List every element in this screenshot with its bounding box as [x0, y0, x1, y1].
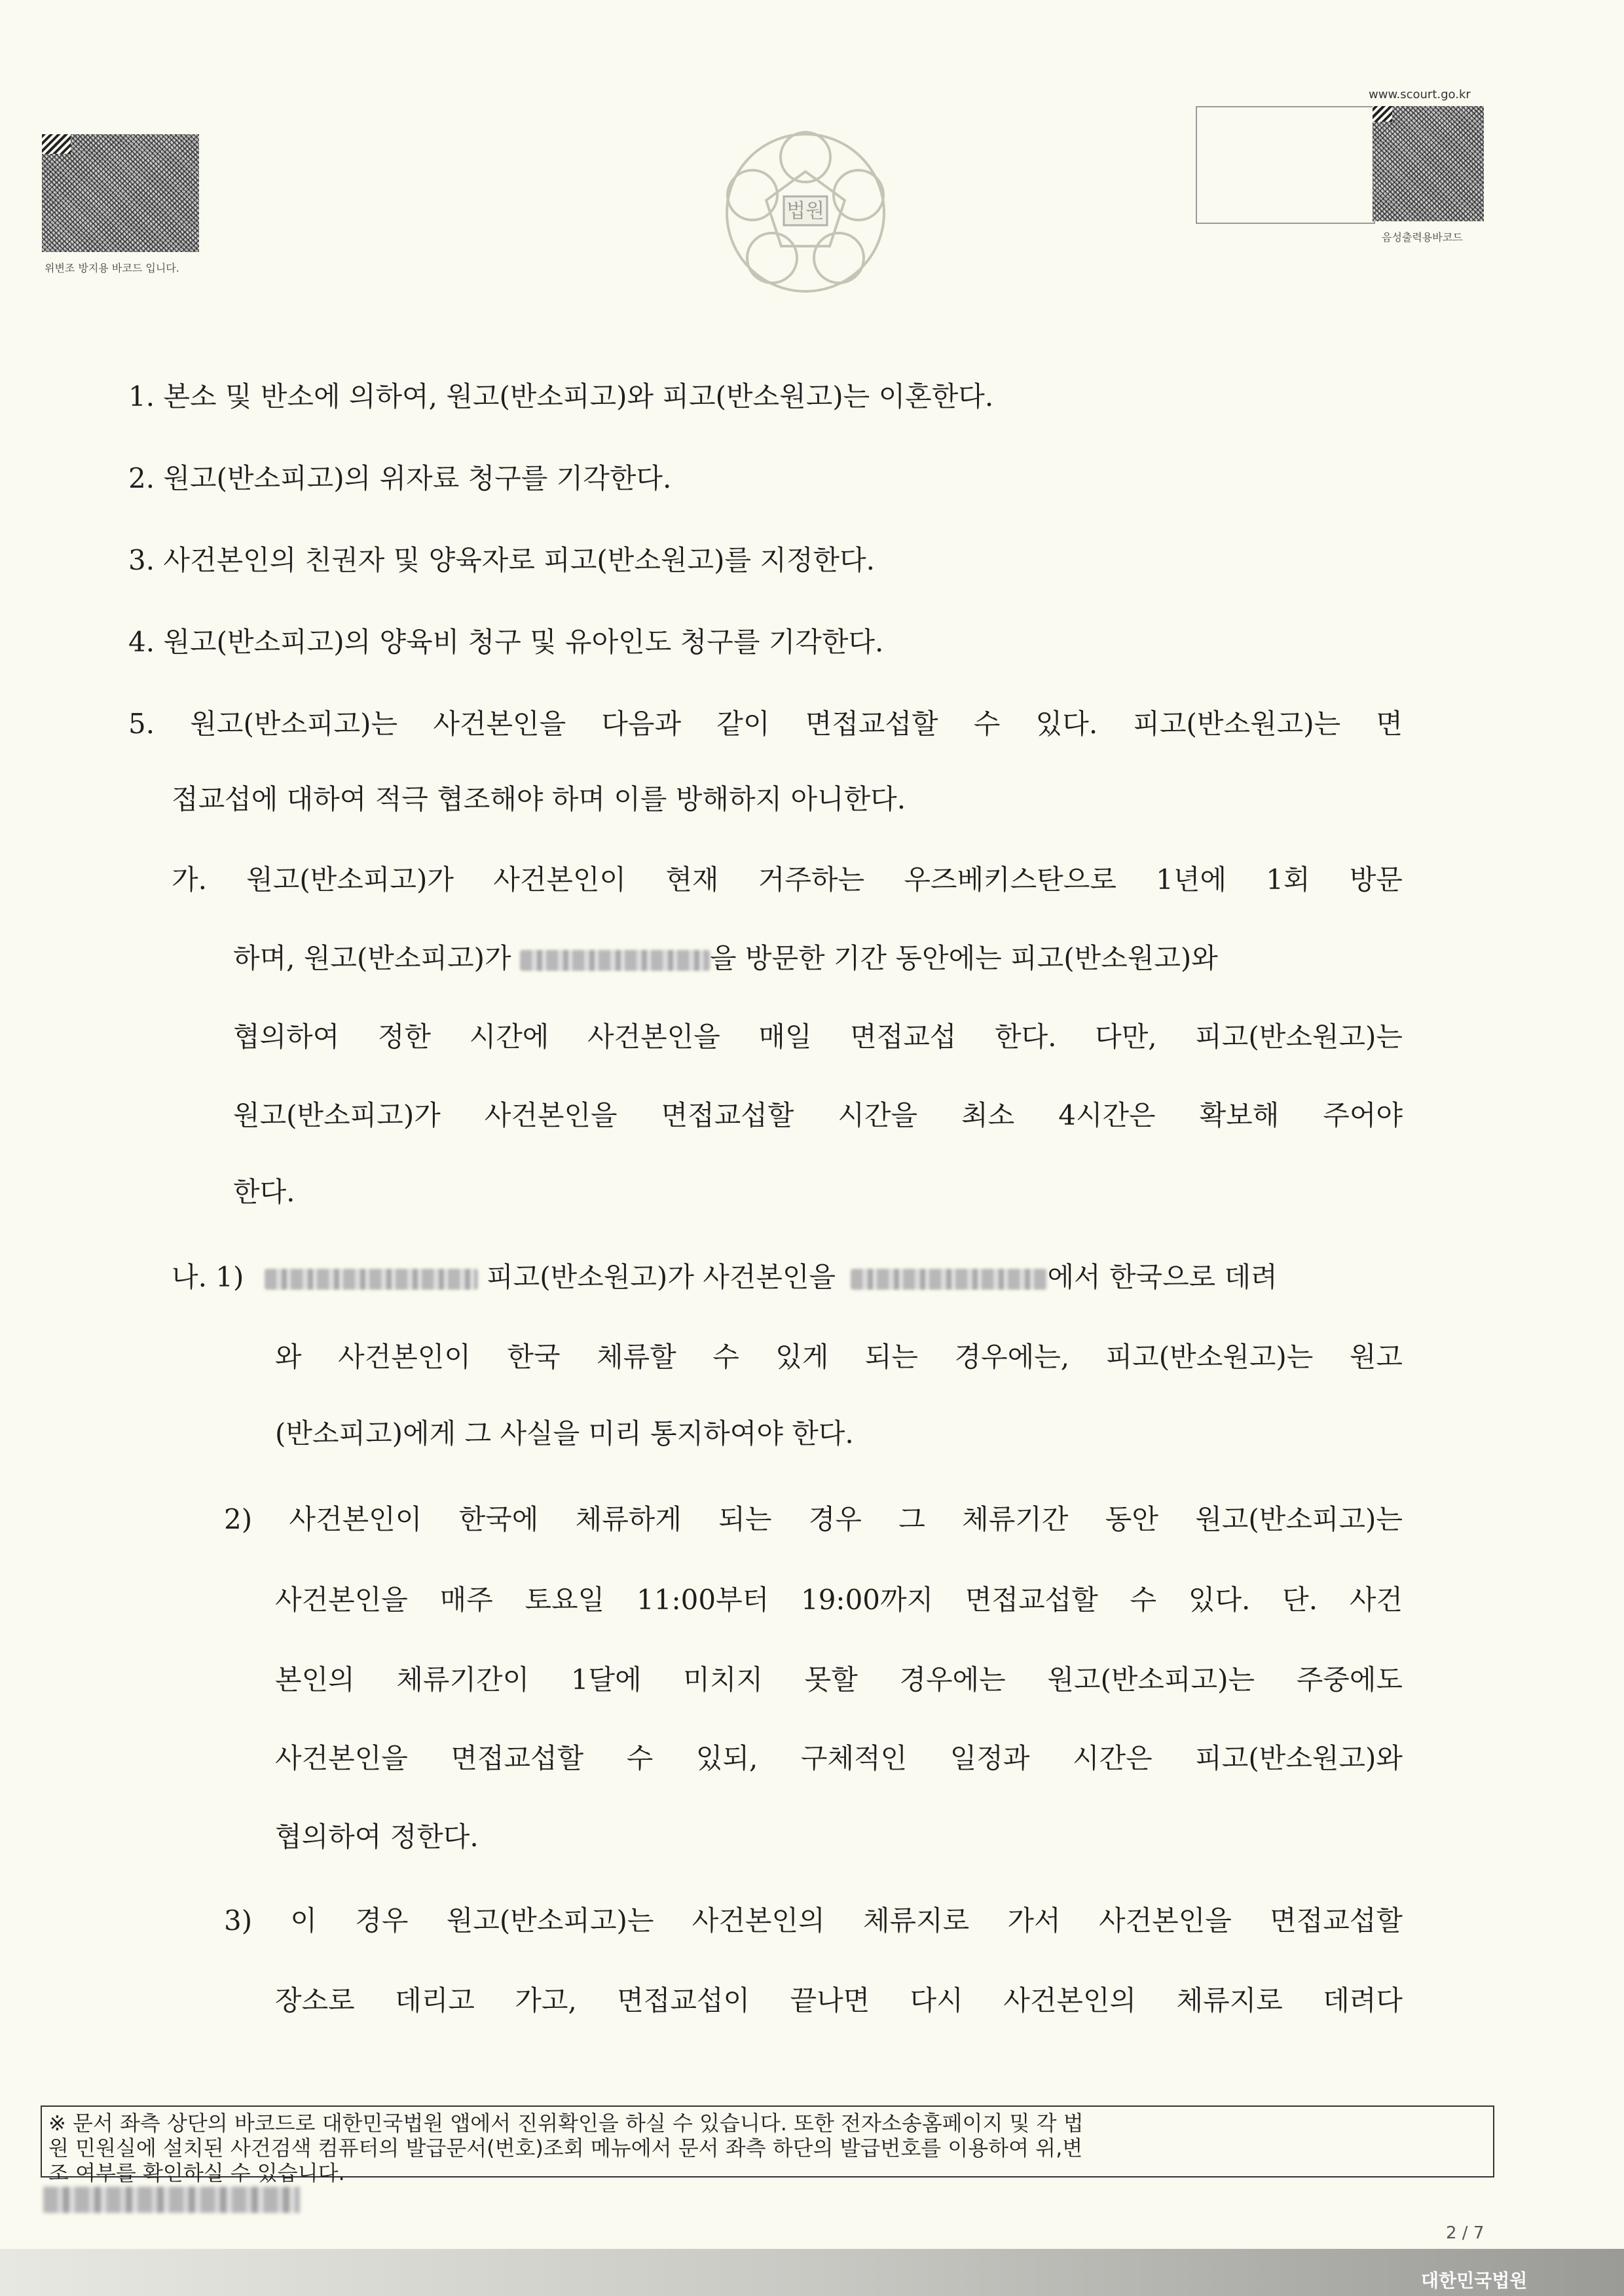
clause-na-3-line-2: 장소로 데리고 가고, 면접교섭이 끝나면 다시 사건본인의 체류지로 데려다 [275, 1984, 1403, 2016]
clause-na-3: 3) 이 경우 원고(반소피고)는 사건본인의 체류지로 가서 사건본인을 면접교섭할 [224, 1904, 1403, 1937]
court-seal-icon [710, 118, 900, 308]
clause-na-label: 나. 1) [172, 1261, 244, 1293]
anti-forgery-barcode [42, 134, 199, 252]
clause-ga-line-5: 한다. [233, 1176, 295, 1208]
clause-na-2-line-5: 협의하여 정한다. [275, 1821, 479, 1853]
clause-na-1-line-3: (반소피고)에게 그 사실을 미리 통지하여야 한다. [275, 1417, 854, 1449]
redacted-location [520, 950, 710, 971]
voice-output-barcode-caption: 음성출력용바코드 [1382, 231, 1463, 244]
redacted-location-2 [851, 1269, 1047, 1290]
clause-na-2-line-2: 사건본인을 매주 토요일 11:00부터 19:00까지 면접교섭할 수 있다. 단. 사건 [275, 1584, 1403, 1616]
notice-line-2: 원 민원실에 설치된 사건검색 컴퓨터의 발급문서(번호)조회 메뉴에서 문서 좌측 하단의 발급번호를 이용하여 위,변 [48, 2136, 1083, 2160]
clause-na-2: 2) 사건본인이 한국에 체류하게 되는 경우 그 체류기간 동안 원고(반소피고)는 [224, 1503, 1403, 1535]
barcode-corner-mark [42, 134, 71, 154]
clause-na-2-line-4: 사건본인을 면접교섭할 수 있되, 구체적인 일정과 시간은 피고(반소원고)와 [275, 1742, 1403, 1774]
clause-na-2-line-3: 본인의 체류기간이 1달에 미치지 못할 경우에는 원고(반소피고)는 주중에도 [275, 1664, 1403, 1696]
clause-ga-line-2 [233, 941, 1218, 975]
order-item-3: 3. 사건본인의 친권자 및 양육자로 피고(반소원고)를 지정한다. [128, 544, 876, 576]
clause-ga-line-2b: 을 방문한 기간 동안에는 피고(반소원고)와 [709, 942, 1218, 974]
voice-output-barcode [1373, 106, 1484, 221]
verification-notice-box [41, 2105, 1494, 2185]
anti-forgery-barcode-caption: 위변조 방지용 바코드 입니다. [45, 262, 179, 274]
notice-line-3: 조 여부를 확인하실 수 있습니다. [48, 2160, 345, 2185]
footer-bar [0, 2249, 1624, 2296]
clause-ga-line-4: 원고(반소피고)가 사건본인을 면접교섭할 시간을 최소 4시간은 확보해 주어야 [233, 1099, 1403, 1131]
redacted-date [265, 1269, 478, 1290]
qr-corner-mark [1373, 106, 1392, 122]
order-item-1: 1. 본소 및 반소에 의하여, 원고(반소피고)와 피고(반소원고)는 이혼한다. [128, 380, 994, 412]
voice-output-box [1196, 106, 1375, 224]
clause-ga-line-2a: 하며, 원고(반소피고)가 [233, 942, 511, 974]
order-item-2: 2. 원고(반소피고)의 위자료 청구를 기각한다. [128, 462, 672, 494]
clause-na-1a: 피고(반소원고)가 사건본인을 [487, 1261, 836, 1293]
court-name-logo: 대한민국법원 [1421, 2270, 1528, 2291]
seal-text: 법원 [786, 200, 824, 223]
order-item-5-cont: 접교섭에 대하여 적극 협조해야 하며 이를 방해하지 아니한다. [172, 783, 906, 815]
notice-line-1: ※ 문서 좌측 상단의 바코드로 대한민국법원 앱에서 진위확인을 하실 수 있습니다. 또한 전자소송홈페이지 및 각 법 [48, 2111, 1084, 2136]
clause-ga: 가. 원고(반소피고)가 사건본인이 현재 거주하는 우즈베키스탄으로 1년에 1회 방문 [172, 864, 1403, 896]
clause-na-1b: 에서 한국으로 데려 [1047, 1261, 1278, 1293]
clause-ga-line-3: 협의하여 정한 시간에 사건본인을 매일 면접교섭 한다. 다만, 피고(반소원고)는 [233, 1021, 1403, 1053]
page-number: 2 / 7 [1446, 2223, 1485, 2243]
clause-na-1-line-2: 와 사건본인이 한국 체류할 수 있게 되는 경우에는, 피고(반소원고)는 원고 [275, 1341, 1403, 1373]
court-website-url: www.scourt.go.kr [1369, 88, 1471, 101]
order-item-5: 5. 원고(반소피고)는 사건본인을 다음과 같이 면접교섭할 수 있다. 피고(반소원고)는 면 [128, 708, 1403, 740]
redacted-issue-number [43, 2187, 300, 2213]
clause-na-1 [172, 1260, 1278, 1294]
order-item-4: 4. 원고(반소피고)의 양육비 청구 및 유아인도 청구를 기각한다. [128, 626, 884, 658]
